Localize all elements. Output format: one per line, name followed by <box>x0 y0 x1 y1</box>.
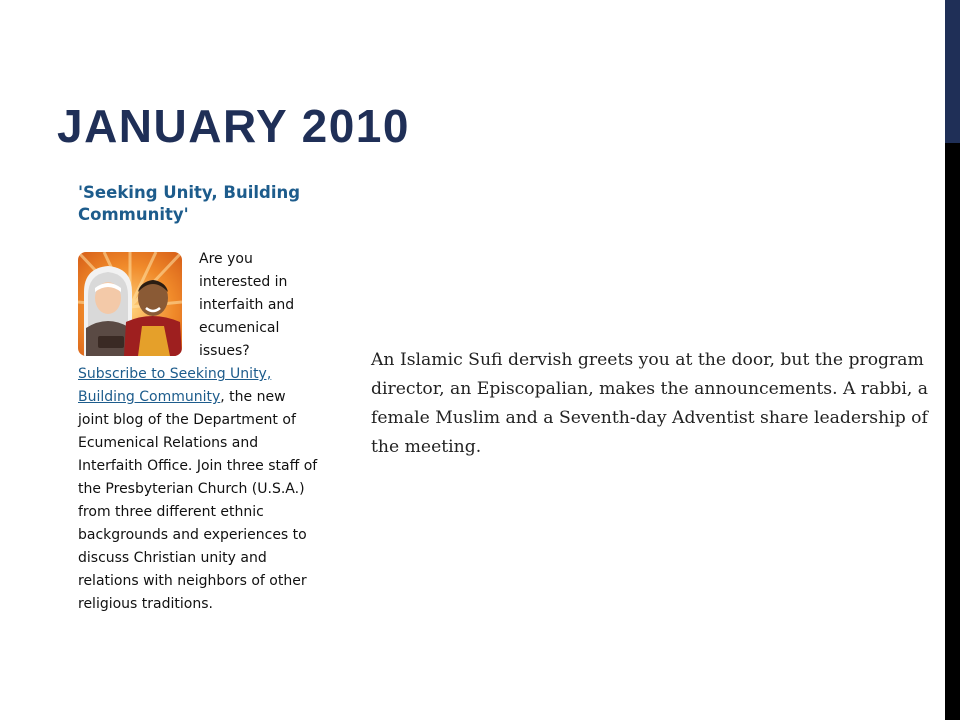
slide-title: JANUARY 2010 <box>57 100 410 152</box>
nun-and-monk-photo <box>78 252 182 356</box>
subscribe-link[interactable]: Subscribe to Seeking Unity, Building Community <box>78 366 272 405</box>
blog-heading: 'Seeking Unity, Building Community' <box>78 183 301 224</box>
right-edge-bar-accent <box>945 0 960 143</box>
blog-body <box>78 248 318 616</box>
blog-excerpt <box>78 182 318 616</box>
blog-description: , the new joint blog of the Department of Ecumenical Relations and Interfaith Office. Join three staff of the Presbyterian Church (U.S.A.) from three different ethnic backgrounds and experiences to discuss Christian unity and relations with neighbors of other religious traditions. <box>78 389 318 612</box>
quote-text: An Islamic Sufi dervish greets you at the door, but the program director, an Episcopalian, makes the announcements. A rabbi, a female Muslim and a Seventh-day Adventist share leadership of the meeting. <box>371 350 929 457</box>
blog-intro: Are you interested in interfaith and ecumenical issues? <box>199 251 295 359</box>
